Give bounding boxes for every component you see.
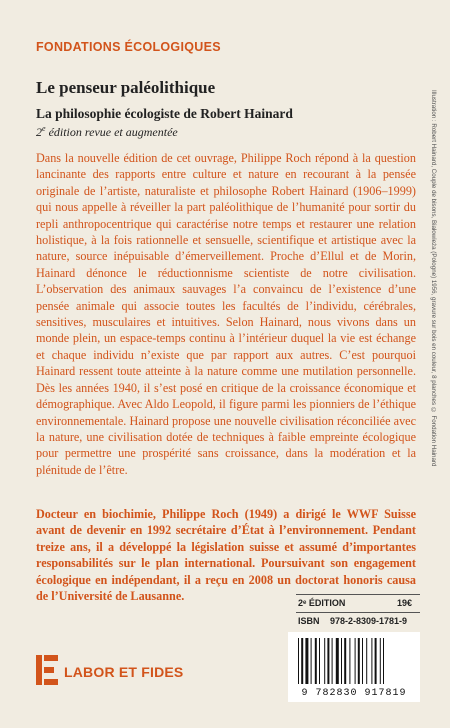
book-title: Le penseur paléolithique — [36, 78, 216, 97]
isbn-label: ISBN — [298, 616, 320, 626]
book-subtitle: La philosophie écologiste de Robert Hainard — [36, 106, 293, 121]
author-bio: Docteur en biochimie, Philippe Roch (1949) a dirigé le WWF Suisse avant de devenir en 1992 secrétaire d’État à l’environnement. Pendant treize ans, il a développé la législation suisse et assumé d’importantes responsabilités sur le plan international. Poursuivant son engagement écologique en indépendant, il a reçu en 2008 un doctorat honoris causa de l’Université de Lausanne. — [36, 507, 416, 604]
isbn-rule — [296, 612, 420, 613]
edition-note — [36, 124, 178, 140]
barcode-digits: 9 782830 917819 — [301, 688, 407, 699]
edition-label: 2ᵉ ÉDITION — [298, 598, 346, 608]
edition-superscript: e — [42, 124, 46, 133]
book-description: Dans la nouvelle édition de cet ouvrage, Philippe Roch répond à la question lancinante des rapports entre culture et nature en recourant à la pensée originale de l’artiste, naturaliste et philosophe Robert Hainard (1906–1999) qui nous appelle à réveiller la part paléolithique de l’humanité pour sortir du repli anthropocentrique qui caractérise notre temps et restaurer une relation holistique, à la fois rationnelle et sensuelle, scientifique et artistique avec la nature, source inépuisable d’émerveillement. Proche d’Ellul et de Morin, Hainard dénonce le réductionnisme scientiste de notre civilisation. L’observation des animaux sauvages l’a convaincu de l’existence d’une pensée animale qui associe toutes les facultés de l’individu, cérébrales, sensitives, musculaires et intuitives. Selon Hainard, nous vivons dans un monde plein, un espace-temps continu à l’intérieur duquel la vie est échange et chaque individu n’existe que par rapport aux autres. C’est pourquoi Hainard ressent toute atteinte à la nature comme une mutilation personnelle. Dès les années 1940, il s’est posé en critique de la croissance économique et démographique. Avec Aldo Leopold, il figure parmi les pionniers de l’éthique environnementale. Hainard propose une nouvelle civilisation réconciliée avec la nature, une civilisation dotée de techniques à faible empreinte écologique pour permettre une prospérité sans croissance, dans la modération et la plénitude de l’être. — [36, 151, 416, 477]
edition-number: 2 — [36, 125, 42, 139]
edition-rule — [296, 594, 420, 595]
price: 19€ — [397, 598, 413, 608]
collection-name: FONDATIONS ÉCOLOGIQUES — [36, 40, 221, 54]
publisher-logo-icon — [36, 655, 58, 685]
isbn-value: 978-2-8309-1781-9 — [330, 616, 408, 626]
edition-note-text: édition revue et augmentée — [45, 125, 178, 139]
barcode-bars-icon — [298, 638, 410, 684]
illustration-credit: Illustration : Robert Hainard, Couple de bisons, Białowieża (Pologne) 1956, gravure sur bois en couleur, 8 planches © Fondation Hainard — [430, 90, 437, 467]
barcode — [288, 632, 420, 702]
publisher-name: LABOR ET FIDES — [64, 664, 184, 680]
